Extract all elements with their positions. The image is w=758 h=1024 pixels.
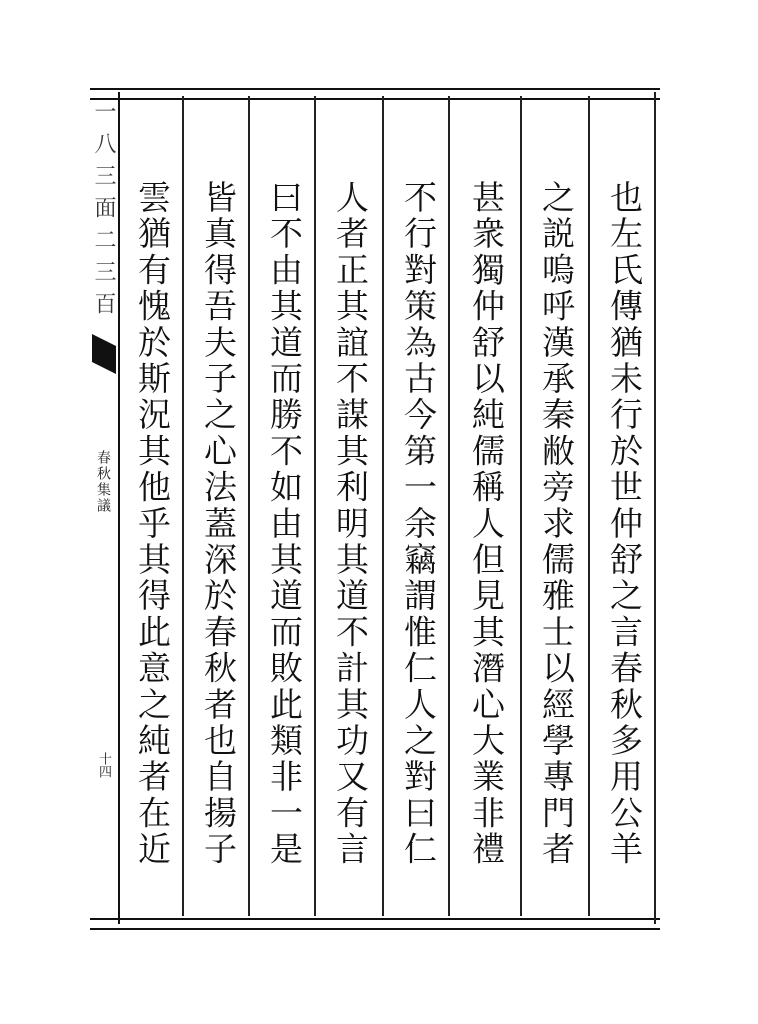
text-column-4: 不行對策為古今第一余竊謂惟仁人之對曰仁 [399,180,438,868]
text-column-7: 皆真得吾夫子之心法蓋深於春秋者也自揚子 [199,180,238,868]
column-rule [314,96,316,916]
right-border [654,92,656,924]
spine-page-number: 十四 [96,752,111,778]
text-column-6: 曰不由其道而勝不如由其道而敗此類非一是 [265,180,304,868]
text-column-5: 人者正其誼不謀其利明其道不計其功又有言 [331,180,370,868]
column-rule [588,96,590,916]
text-column-2: 之説嗚呼漢承秦敝旁求儒雅士以經學專門者 [537,180,576,868]
top-border [90,88,660,100]
column-rule [520,96,522,916]
column-rule [448,96,450,916]
bottom-border [90,918,660,930]
column-rule [182,96,184,916]
text-column-1: 也左氏傳猶未行於世仲舒之言春秋多用公羊 [605,180,644,868]
column-rule [248,96,250,916]
spine-title: 春秋集議 [95,450,111,514]
text-column-8: 雲猶有愧於斯況其他乎其得此意之純者在近 [133,180,172,868]
column-rule [382,96,384,916]
text-column-3: 甚衆獨仲舒以純儒稱人但見其潛心大業非禮 [467,180,506,868]
spine-fragment: 一八三面二三百 [91,100,116,324]
